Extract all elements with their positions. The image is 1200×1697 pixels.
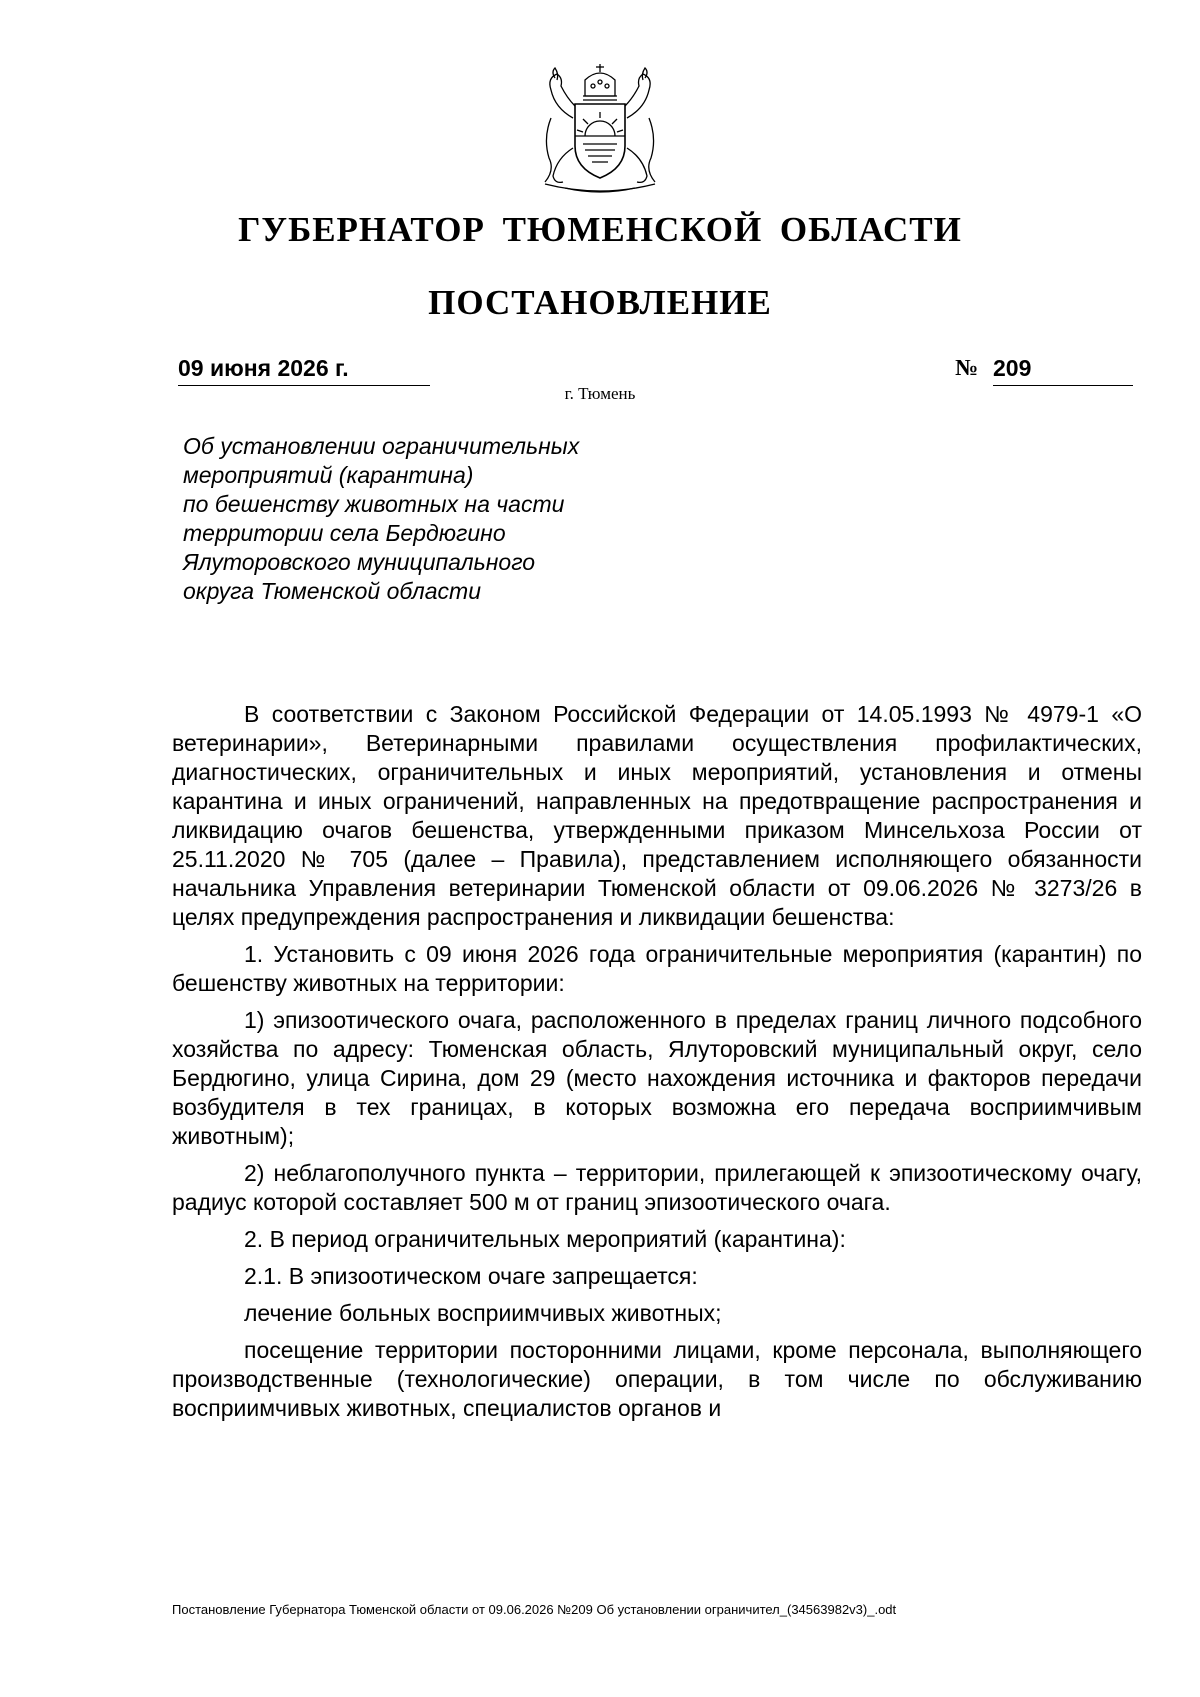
body-paragraph: 1) эпизоотического очага, расположенного в пределах границ личного подсобного хозяйства по адресу: Тюменская область, Ялуторовский муниципальный округ, село Бердюгино, улица Сирина, дом 29 (место нахождения источника и факторов передачи возбудителя в тех границах, в которых возможна его передача восприимчивым животным); <box>172 1007 1142 1149</box>
city-label: г. Тюмень <box>564 384 636 403</box>
body-paragraph: 1. Установить с 09 июня 2026 года ограничительные мероприятия (карантин) по бешенству животных на территории: <box>172 941 1142 996</box>
title-line: Ялуторовского муниципального <box>183 549 536 575</box>
preamble-paragraph: В соответствии с Законом Российской Федерации от 14.05.1993 № 4979-1 «О ветеринарии», Ветеринарными правилами осуществления профилактических, диагностических, ограничительных и иных мероприятий, установления и отмены карантина и иных ограничений, направленных на предотвращение распространения и ликвидацию очагов бешенства, утвержденными приказом Минсельхоза России от 25.11.2020 № 705 (далее – Правила), представлением исполняющего обязанности начальника Управления ветеринарии Тюменской области от 09.06.2026 № 3273/26 в целях предупреждения распространения и ликвидации бешенства: <box>172 701 1142 930</box>
title-line: территории села Бердюгино <box>183 520 506 546</box>
page-footer: Постановление Губернатора Тюменской области от 09.06.2026 №209 Об установлении ограничител_(34563982v3)_.odt <box>172 1602 897 1617</box>
title-line: по бешенству животных на части <box>183 491 565 517</box>
authority-heading: ГУБЕРНАТОР ТЮМЕНСКОЙ ОБЛАСТИ <box>238 210 962 249</box>
title-line: мероприятий (карантина) <box>183 462 474 488</box>
body-paragraph: посещение территории посторонними лицами, кроме персонала, выполняющего производственные (технологические) операции, в том числе по обслуживанию восприимчивых животных, специалистов органов и <box>172 1337 1142 1421</box>
body-paragraph: 2.1. В эпизоотическом очаге запрещается: <box>244 1263 698 1289</box>
coat-of-arms-icon <box>525 58 675 198</box>
document-type-heading: ПОСТАНОВЛЕНИЕ <box>428 283 772 322</box>
body-paragraph: 2) неблагополучного пункта – территории, прилегающей к эпизоотическому очагу, радиус которой составляет 500 м от границ эпизоотического очага. <box>172 1160 1142 1215</box>
title-line: Об установлении ограничительных <box>183 433 580 459</box>
number-label: № <box>955 355 979 380</box>
body-paragraph: лечение больных восприимчивых животных; <box>244 1300 722 1326</box>
body-paragraph: 2. В период ограничительных мероприятий (карантина): <box>244 1226 846 1252</box>
document-body <box>172 700 1142 1431</box>
document-title <box>183 432 703 606</box>
document-date: 09 июня 2026 г. <box>178 355 430 386</box>
title-line: округа Тюменской области <box>183 578 482 604</box>
document-number: 209 <box>993 355 1133 386</box>
